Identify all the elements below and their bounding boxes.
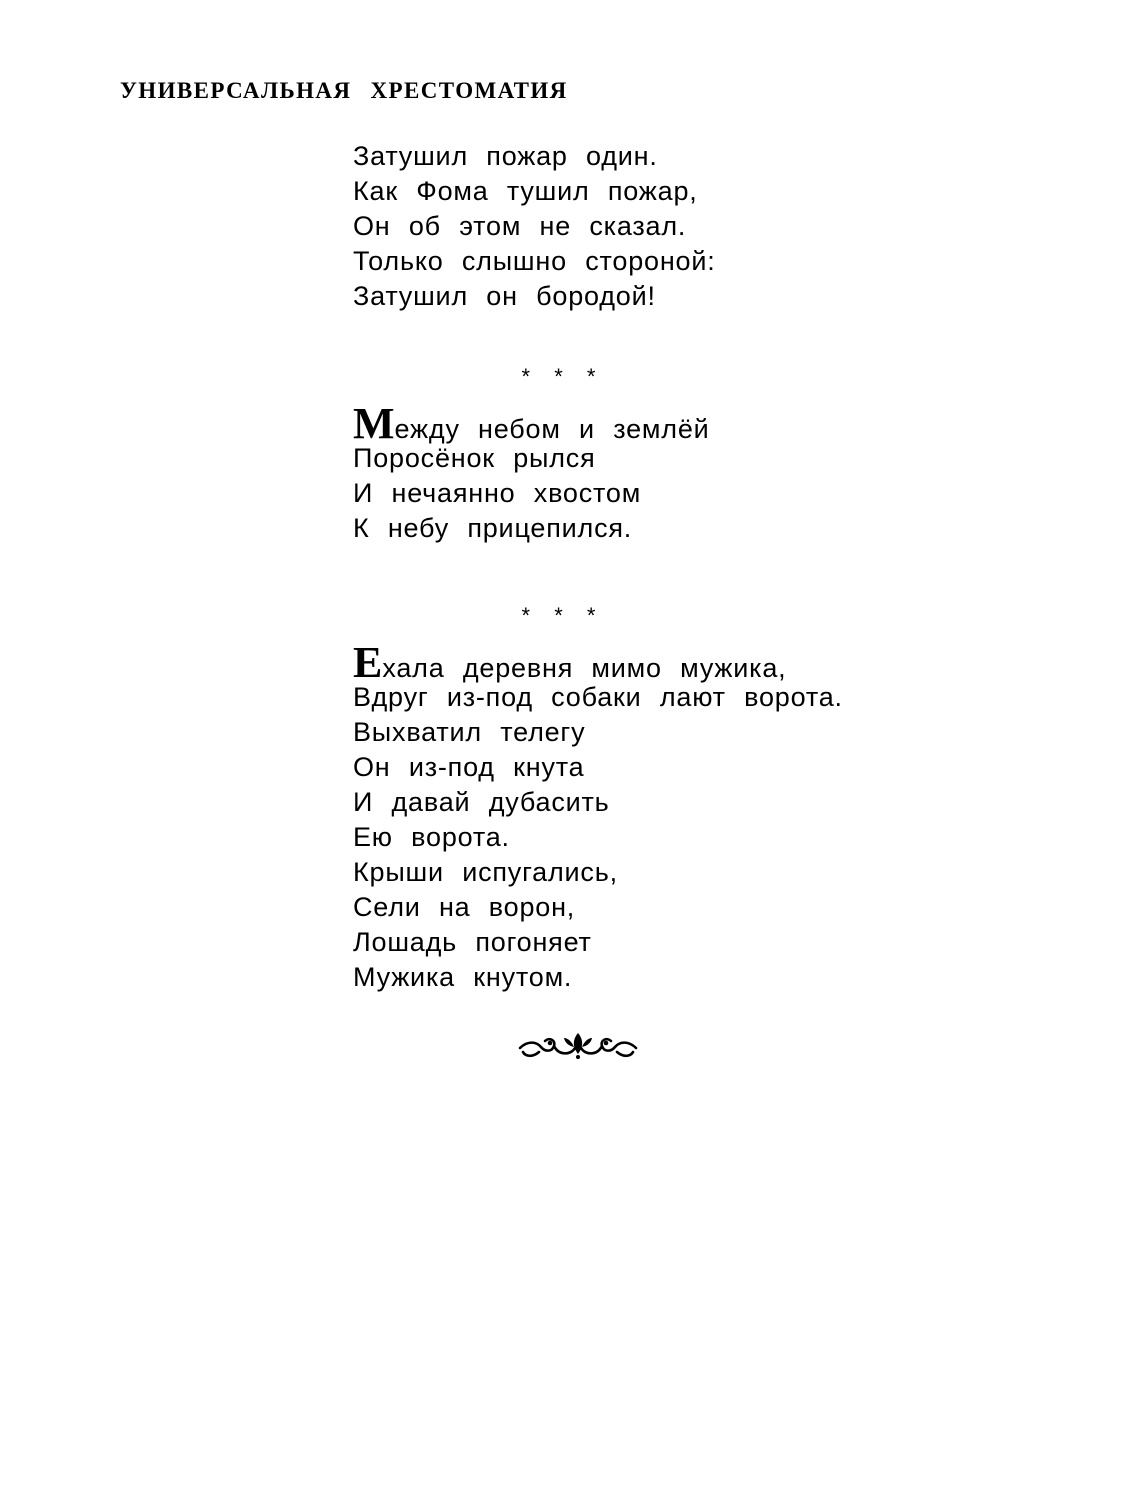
- poem-first-line: [353, 399, 710, 448]
- poem-line: Затушил он бородой!: [353, 281, 656, 311]
- poem-line: Затушил пожар один.: [353, 141, 658, 171]
- section-separator: * * *: [521, 603, 605, 628]
- first-line-text: хала деревня мимо мужика,: [382, 653, 787, 683]
- poem-line: Как Фома тушил пожар,: [353, 176, 698, 206]
- first-line-text: ежду небом и землёй: [394, 414, 710, 444]
- drop-cap-initial: Е: [353, 638, 383, 687]
- poem-fragment: [353, 139, 716, 314]
- poem-topsy-turvy: [353, 638, 843, 995]
- poem-line: К небу прицепился.: [353, 513, 633, 543]
- poem-line: И давай дубасить: [353, 787, 610, 817]
- poem-line: Только слышно стороной:: [353, 246, 716, 276]
- poem-line: Сели на ворон,: [353, 892, 576, 922]
- section-separator: * * *: [521, 364, 605, 389]
- drop-cap-initial: М: [353, 399, 395, 448]
- poem-line: Лошадь погоняет: [353, 927, 592, 957]
- poem-line: Он об этом не сказал.: [353, 211, 687, 241]
- poem-line: Выхватил телегу: [353, 717, 586, 747]
- running-title: УНИВЕРСАЛЬНАЯ ХРЕСТОМАТИЯ: [120, 78, 568, 103]
- poem-line: Вдруг из-под собаки лают ворота.: [353, 682, 843, 712]
- poem-line: Ею ворота.: [353, 822, 510, 852]
- vignette-ornament-icon: [517, 1028, 639, 1062]
- poem-line: Мужика кнутом.: [353, 962, 573, 992]
- poem-line: Поросёнок рылся: [353, 443, 596, 473]
- poem-line: Крыши испугались,: [353, 857, 618, 887]
- poem-line: И нечаянно хвостом: [353, 478, 642, 508]
- poem-first-line: [353, 638, 843, 687]
- poem-between-sky-and-earth: [353, 399, 710, 546]
- poem-line: Он из-под кнута: [353, 752, 585, 782]
